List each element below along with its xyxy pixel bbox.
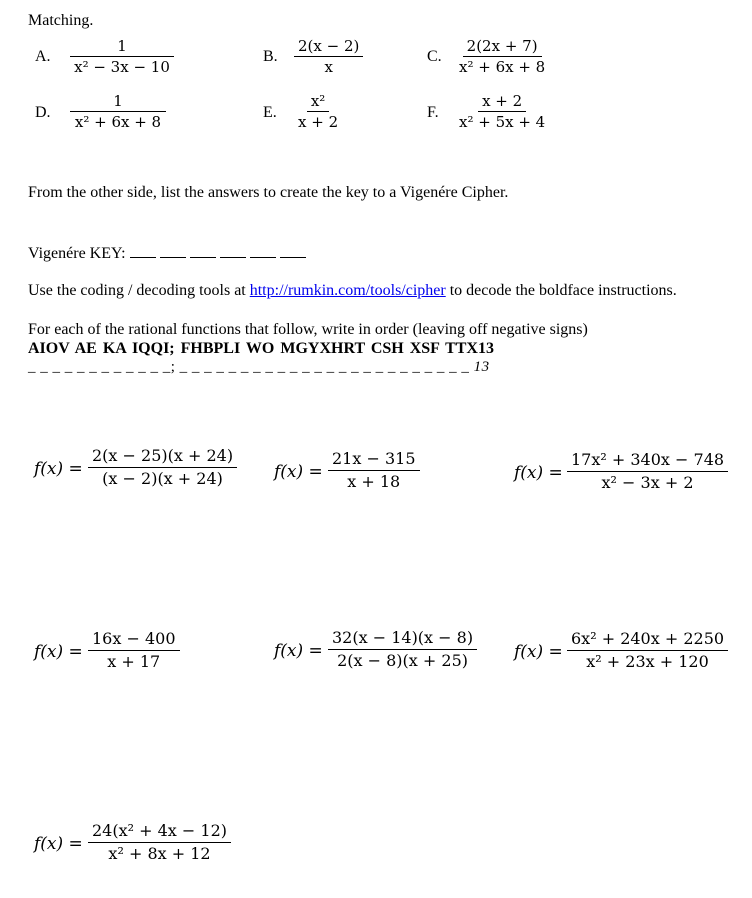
- function-4-denominator: x + 17: [107, 652, 161, 671]
- answer-line[interactable]: [28, 359, 490, 376]
- function-1: [88, 445, 237, 490]
- fx-label-4: f(x) =: [34, 642, 83, 662]
- fx-label-5: f(x) =: [274, 641, 323, 661]
- function-2-numerator: 21x − 315: [328, 448, 420, 471]
- fx-label-1: f(x) =: [34, 459, 83, 479]
- function-7-denominator: x² + 8x + 12: [108, 844, 211, 863]
- tools-line: [28, 282, 677, 300]
- function-3-numerator: 17x² + 340x − 748: [567, 449, 728, 472]
- function-5-denominator: 2(x − 8)(x + 25): [337, 651, 468, 670]
- page-heading: Matching.: [28, 12, 94, 29]
- tools-text-before: Use the coding / decoding tools at: [28, 282, 250, 299]
- match-b-denominator: x: [324, 58, 333, 76]
- match-a-denominator: x² − 3x − 10: [74, 58, 170, 76]
- function-5: [328, 627, 477, 672]
- function-3-denominator: x² − 3x + 2: [601, 473, 694, 492]
- match-label-f: F.: [427, 104, 439, 121]
- fx-label-2: f(x) =: [274, 462, 323, 482]
- tools-text-after: to decode the boldface instructions.: [445, 282, 677, 299]
- match-f-denominator: x² + 5x + 4: [459, 113, 546, 131]
- function-2: [328, 448, 420, 493]
- function-1-numerator: 2(x − 25)(x + 24): [88, 445, 237, 468]
- function-7: [88, 820, 231, 865]
- vigenere-key-label: Vigenére KEY:: [28, 245, 126, 262]
- instruction-vigenere: From the other side, list the answers to create the key to a Vigenére Cipher.: [28, 184, 509, 201]
- cipher-tools-link[interactable]: http://rumkin.com/tools/cipher: [249, 282, 446, 299]
- vigenere-key-row: [28, 243, 310, 263]
- instruction-rational: For each of the rational functions that follow, write in order (leaving off negative signs): [28, 321, 588, 338]
- answer-blanks: _ _ _ _ _ _ _ _ _ _ _ _; _ _ _ _ _ _ _ _ _ _ _ _ _ _ _ _ _ _ _ _ _ _ _ _: [28, 359, 470, 375]
- match-fraction-f: [455, 91, 549, 132]
- match-fraction-e: [294, 91, 342, 132]
- match-e-denominator: x + 2: [298, 113, 339, 131]
- match-label-e: E.: [263, 104, 277, 121]
- match-c-numerator: 2(2x + 7): [463, 36, 542, 57]
- function-7-numerator: 24(x² + 4x − 12): [88, 820, 231, 843]
- match-d-denominator: x² + 6x + 8: [74, 113, 162, 131]
- match-f-numerator: x + 2: [478, 91, 526, 112]
- match-fraction-a: [70, 36, 174, 77]
- vigenere-key-blanks[interactable]: [130, 245, 310, 262]
- match-b-numerator: 2(x − 2): [294, 36, 363, 57]
- function-1-denominator: (x − 2)(x + 24): [102, 469, 223, 488]
- function-4-numerator: 16x − 400: [88, 628, 180, 651]
- function-4: [88, 628, 180, 673]
- fx-label-6: f(x) =: [514, 642, 563, 662]
- function-3: [567, 449, 728, 494]
- function-6: [567, 628, 728, 673]
- function-2-denominator: x + 18: [347, 472, 401, 491]
- match-fraction-d: [70, 91, 166, 132]
- function-6-denominator: x² + 23x + 120: [586, 652, 709, 671]
- match-e-numerator: x²: [307, 91, 329, 112]
- fx-label-7: f(x) =: [34, 834, 83, 854]
- function-6-numerator: 6x² + 240x + 2250: [567, 628, 728, 651]
- match-fraction-b: [294, 36, 363, 77]
- match-d-numerator: 1: [70, 91, 166, 112]
- match-c-denominator: x² + 6x + 8: [459, 58, 546, 76]
- answer-suffix: 13: [473, 359, 490, 375]
- fx-label-3: f(x) =: [514, 463, 563, 483]
- cipher-text: AIOV AE KA IQQI; FHBPLI WO MGYXHRT CSH XSF TTX13: [28, 340, 494, 357]
- match-label-b: B.: [263, 48, 278, 65]
- match-fraction-c: [455, 36, 549, 77]
- match-a-numerator: 1: [70, 36, 174, 57]
- match-label-c: C.: [427, 48, 442, 65]
- function-5-numerator: 32(x − 14)(x − 8): [328, 627, 477, 650]
- match-label-d: D.: [35, 104, 51, 121]
- match-label-a: A.: [35, 48, 51, 65]
